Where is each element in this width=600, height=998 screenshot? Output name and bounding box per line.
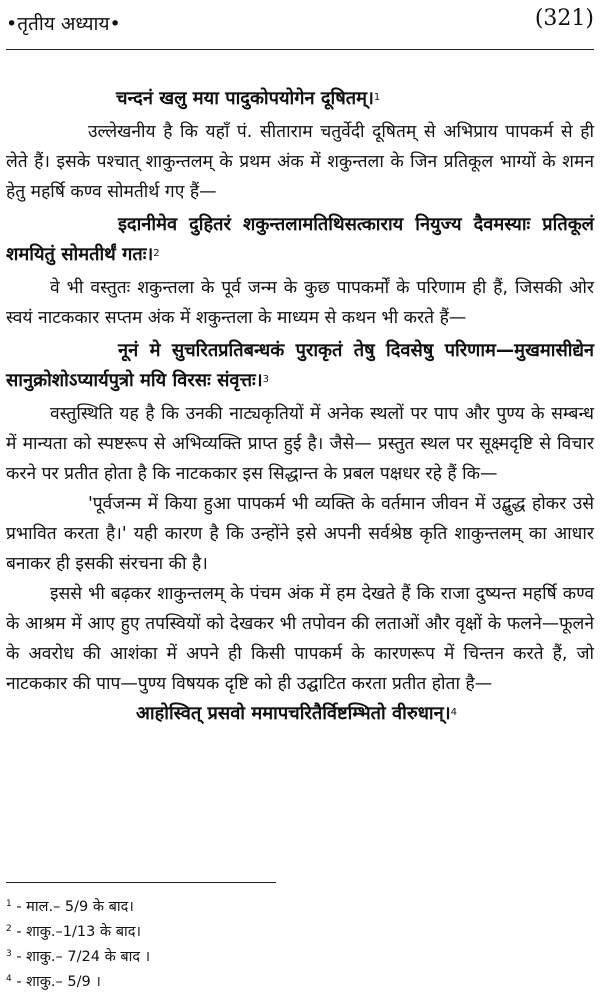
- footnote-item: [6, 970, 506, 995]
- paragraph-3: वस्तुस्थिति यह है कि उनकी नाट्यकृतियों में अनेक स्थलों पर पाप और पुण्य के सम्बन्ध में मान्यता को स्पष्टरूप से अभिव्यक्ति प्राप्त हुई है। जैसे— प्रस्तुत स्थल पर सूक्ष्मदृष्टि से विचार करने पर प्रतीत होता है कि नाटककार इस सिद्धान्त के प्रबल पक्षधर रहे हैं कि—: [6, 404, 594, 484]
- footnote-ref-3: 3: [262, 374, 269, 385]
- footnote-item: [6, 895, 506, 920]
- paragraph-4: 'पूर्वजन्म में किया हुआ पापकर्म भी व्यक्ति के वर्तमान जीवन में उद्बुद्ध होकर उसे प्रभावित करता है।' यही कारण है कि उन्होंने इसे अपनी सर्वश्रेष्ठ कृति शाकुन्तलम् का आधार बनाकर ही इसकी संरचना की है।: [6, 494, 594, 574]
- footnote-text: - शाकु.– 7/24 के बाद ।: [11, 949, 151, 965]
- footnote-number: 1: [6, 899, 12, 909]
- verse-3-text: नूनं मे सुचरितप्रतिबन्धकं पुराकृतं तेषु दिवसेषु परिणाम—मुखमासीद्येन सानुक्रोशोऽप्यार्यपुत्रो मयि विरसः संवृत्तः।: [6, 340, 594, 391]
- chapter-title: •तृतीय अध्याय•: [6, 13, 121, 35]
- footnote-divider: [6, 882, 276, 883]
- paragraph-5: इससे भी बढ़कर शाकुन्तलम् के पंचम अंक में हम देखते हैं कि राजा दुष्यन्त महर्षि कण्व के आश्रम में आए हुए तपस्वियों को देखकर भी तपोवन की लताओं और वृक्षों के फलने—फूलने के अवरोध की आशंका में अपने ही किसी पापकर्म के कारणरूप में चिन्तन करते हैं, जो नाटककार की पाप—पुण्य विषयक दृष्टि को ही उद्घाटित करता प्रतीत होता है—: [6, 584, 594, 694]
- footnote-text: - माल.– 5/9 के बाद।: [11, 899, 134, 915]
- footnote-ref-4: 4: [450, 707, 457, 718]
- page-number: (321): [534, 6, 594, 31]
- footnote-text: - शाकु.– 5/9 ।: [11, 974, 101, 990]
- footnotes: [6, 895, 506, 995]
- verse-2-text: इदानीमेव दुहितरं शकुन्तलामतिथिसत्काराय नियुज्य दैवमस्याः प्रतिकूलं शमयितुं सोमतीर्थं गतः।: [6, 214, 594, 265]
- footnote-ref-1: 1: [373, 92, 381, 103]
- footnote-number: 2: [6, 924, 12, 934]
- verse-4: [6, 699, 594, 729]
- verse-1-text: चन्दनं खलु मया पादुकोपयोगेन दूषितम्।: [116, 88, 374, 109]
- verse-4-text: आहोस्वित् प्रसवो ममापचरितैर्विष्टम्भितो वीरुधान्।: [136, 703, 451, 724]
- footnote-ref-2: 2: [153, 248, 160, 259]
- verse-1: [6, 84, 594, 114]
- paragraph-1: उल्लेखनीय है कि यहाँ पं. सीताराम चतुर्वेदी दूषितम् से अभिप्राय पापकर्म से ही लेते हैं। इसके पश्चात् शाकुन्तलम् के प्रथम अंक में शकुन्तला के जिन प्रतिकूल भाग्यों के शमन हेतु महर्षि कण्व सोमतीर्थ गए हैं—: [6, 122, 594, 202]
- footnote-number: 4: [6, 974, 12, 984]
- footnote-item: [6, 920, 506, 945]
- verse-2: [6, 210, 594, 270]
- footnote-item: [6, 945, 506, 970]
- footnote-text: - शाकु.–1/13 के बाद।: [11, 924, 141, 940]
- footnote-number: 3: [6, 949, 12, 959]
- verse-3: [6, 336, 594, 396]
- page-header: [6, 4, 594, 40]
- page-body: [6, 84, 594, 729]
- paragraph-2: वे भी वस्तुतः शकुन्तला के पूर्व जन्म के कुछ पापकर्मों के परिणाम ही हैं, जिसकी ओर स्वयं नाटककार सप्तम अंक में शकुन्तला के माध्यम से कथन भी करते हैं—: [6, 278, 594, 328]
- header-divider: [6, 49, 594, 50]
